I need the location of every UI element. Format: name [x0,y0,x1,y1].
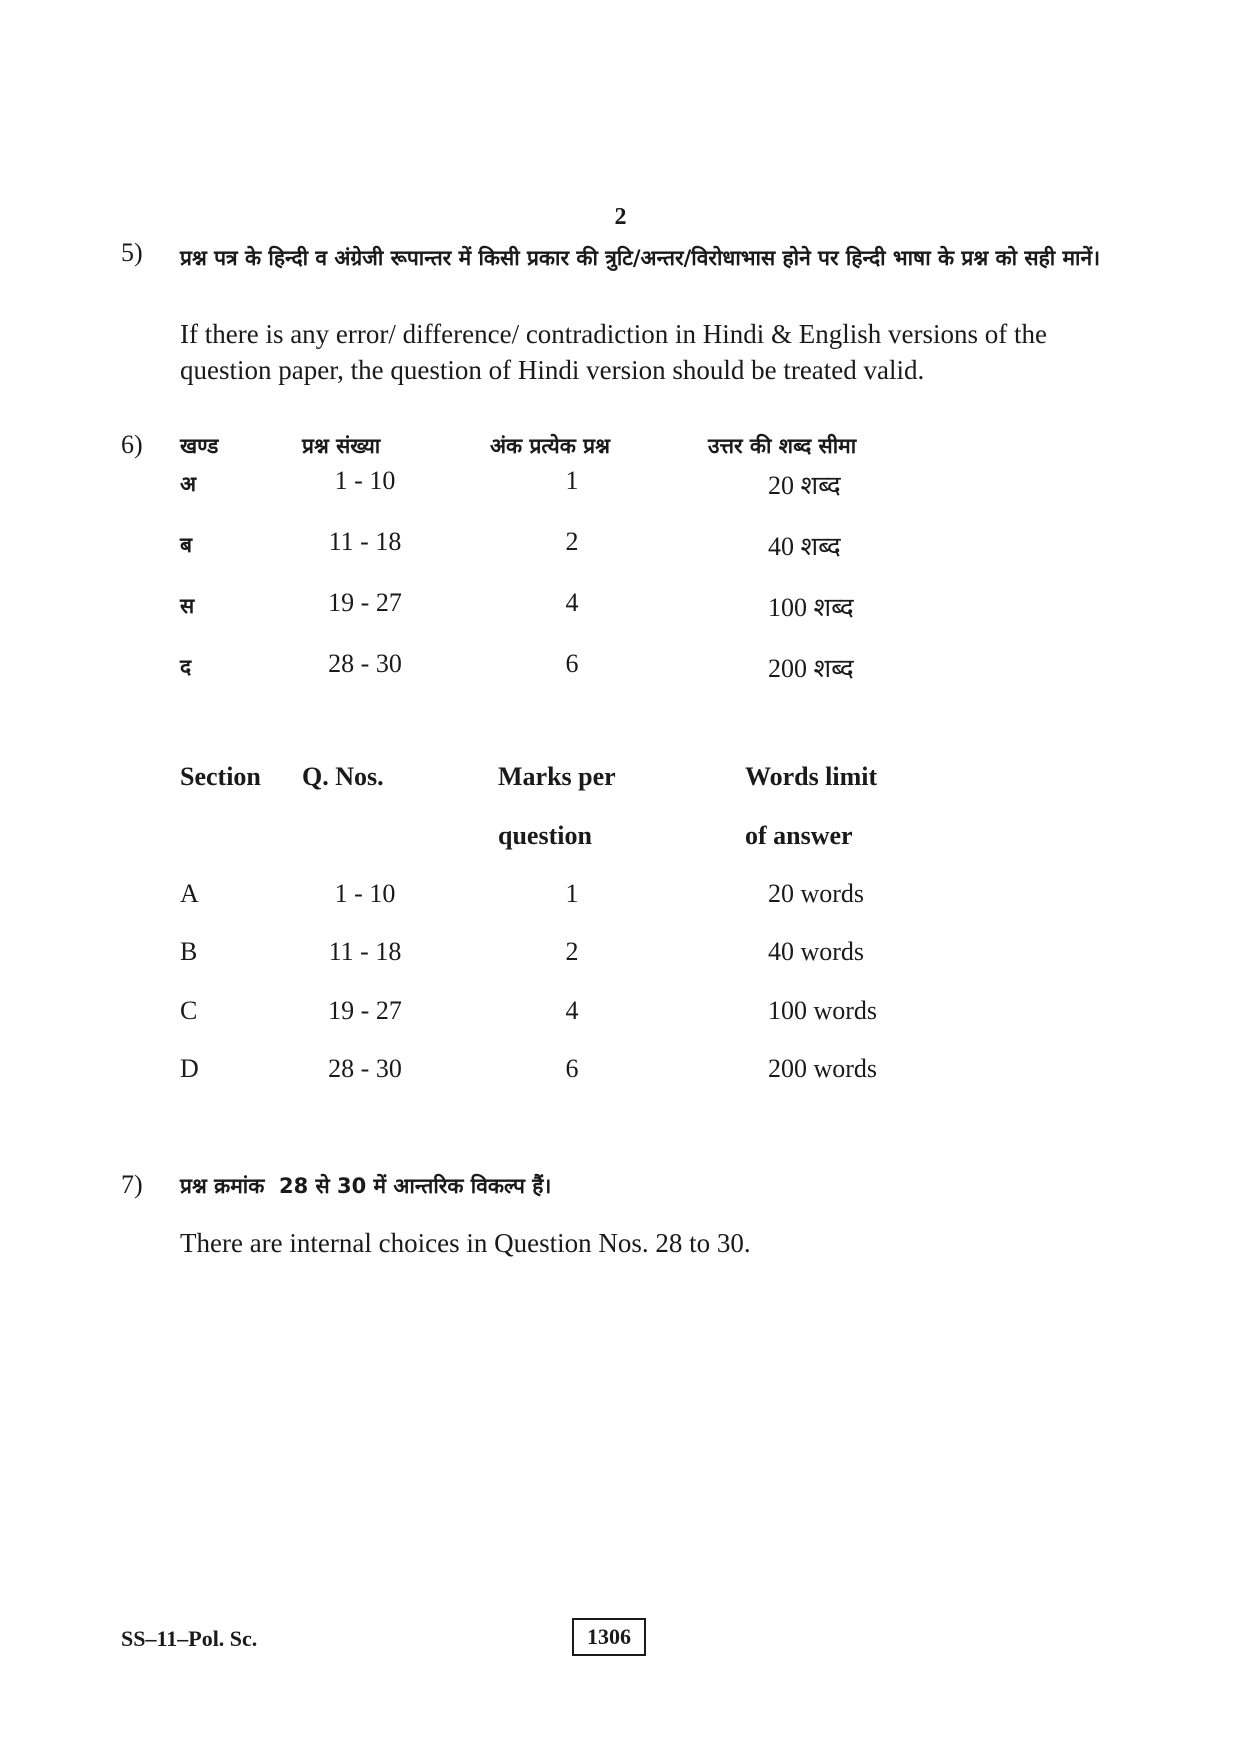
hindi-cell-qnos: 11 - 18 [328,527,402,556]
q7-english-text: There are internal choices in Question Nos. 28 to 30. [180,1228,751,1258]
hindi-cell-section: द [180,655,192,679]
q7-number: 7) [121,1170,143,1199]
hindi-cell-marks: 1 [565,466,579,495]
english-cell-section: A [180,879,199,908]
footer-paper-code: SS–11–Pol. Sc. [121,1626,258,1651]
hindi-header-marks: अंक प्रत्येक प्रश्न [490,434,610,458]
hindi-cell-words: 200 शब्द [768,654,854,683]
hindi-header-qnos: प्रश्न संख्या [302,434,381,458]
english-cell-words: 200 words [768,1054,878,1083]
hindi-cell-section: अ [180,472,197,496]
hindi-header-section: खण्ड [180,434,219,458]
q5-number: 5) [121,238,143,267]
english-cell-marks: 1 [565,879,579,908]
hindi-cell-marks: 4 [565,588,579,617]
hindi-cell-words: 20 शब्द [768,471,841,500]
english-cell-qnos: 19 - 27 [328,996,402,1025]
english-cell-marks: 2 [565,937,579,966]
hindi-cell-words: 100 शब्द [768,593,854,622]
hindi-cell-marks: 6 [565,649,579,678]
hindi-cell-marks: 2 [565,527,579,556]
english-cell-section: C [180,996,198,1025]
english-header-words: Words limit [745,762,878,791]
footer-number-box: 1306 [572,1618,646,1656]
hindi-cell-qnos: 28 - 30 [328,649,402,678]
english-cell-section: D [180,1054,199,1083]
english-cell-qnos: 1 - 10 [334,879,396,908]
english-header-marks: Marks per [498,762,616,791]
q7-hindi-text: प्रश्न क्रमांक 28 से 30 में आन्तरिक विकल्प हैं। [180,1174,552,1198]
hindi-cell-section: ब [180,533,192,557]
q5-hindi-text: प्रश्न पत्र के हिन्दी व अंग्रेजी रूपान्तर में किसी प्रकार की त्रुटि/अन्तर/विरोधाभास होने पर हिन्दी भाषा के प्रश्न को सही मानें। [180,246,1101,270]
hindi-cell-words: 40 शब्द [768,532,841,561]
english-cell-words: 40 words [768,937,865,966]
english-cell-words: 20 words [768,879,865,908]
hindi-cell-qnos: 1 - 10 [334,466,396,495]
english-header-marks-line2: question [498,821,592,850]
english-header-words-line2: of answer [745,821,853,850]
english-cell-words: 100 words [768,996,878,1025]
english-cell-qnos: 28 - 30 [328,1054,402,1083]
english-cell-section: B [180,937,198,966]
english-header-qnos: Q. Nos. [302,762,384,791]
english-cell-qnos: 11 - 18 [328,937,402,966]
english-header-section: Section [180,762,261,791]
q5-english-text: If there is any error/ difference/ contradiction in Hindi & English versions of the question paper, the question of Hindi version should be treated valid. [180,319,1047,385]
hindi-cell-section: स [180,594,195,618]
page-number: 2 [614,204,627,230]
english-cell-marks: 4 [565,996,579,1025]
hindi-header-words: उत्तर की शब्द सीमा [708,434,857,458]
q6-number: 6) [121,430,143,459]
english-cell-marks: 6 [565,1054,579,1083]
hindi-cell-qnos: 19 - 27 [328,588,402,617]
